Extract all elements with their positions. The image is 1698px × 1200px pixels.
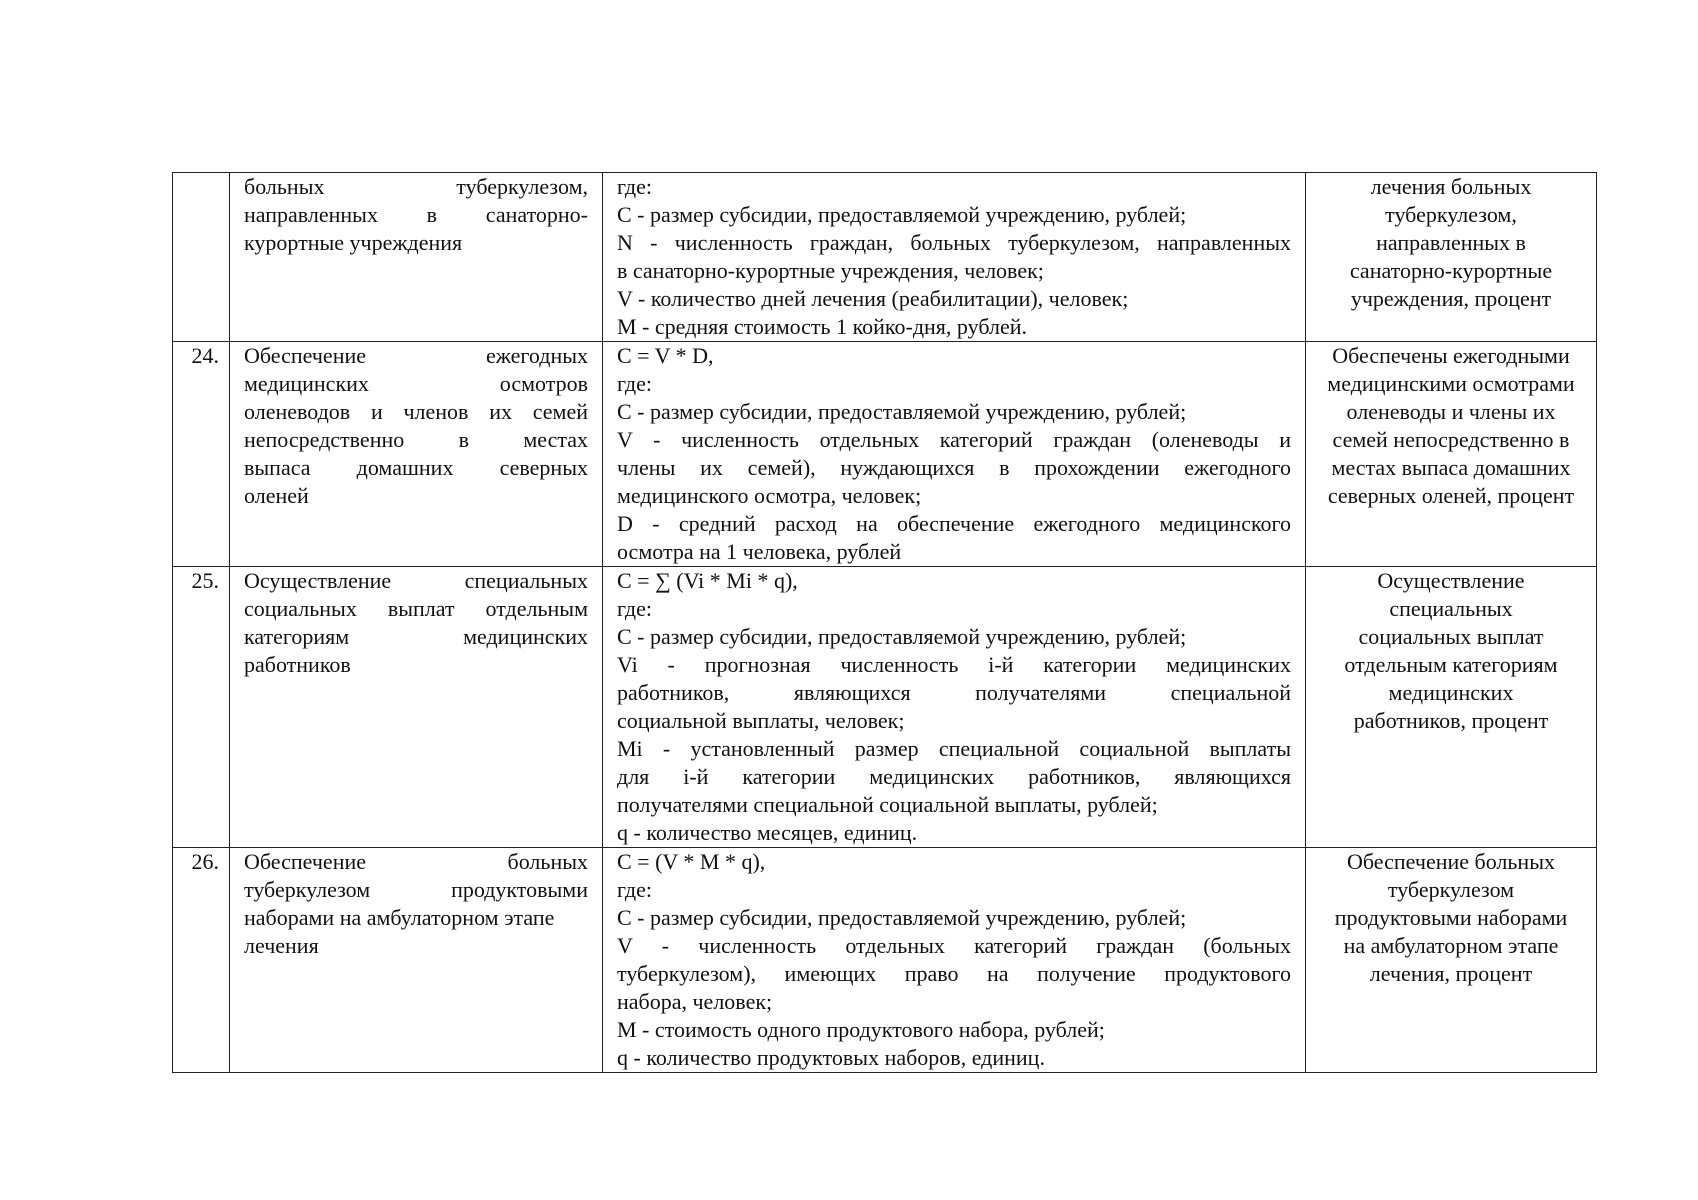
row-name-line: туберкулезом продуктовыми [244, 877, 588, 902]
row-formula-cell [603, 567, 1306, 848]
row-name-line: работников [244, 652, 351, 677]
row-number: 25. [173, 567, 230, 848]
formula-line: N - численность граждан, больных туберкулезом, направленных [617, 230, 1291, 255]
formula-line: получателями специальной социальной выплаты, рублей; [617, 792, 1158, 817]
formula-line: Mi - установленный размер специальной социальной выплаты [617, 736, 1291, 761]
formula-line: члены их семей), нуждающихся в прохождении ежегодного [617, 455, 1291, 480]
row-indicator-cell [1306, 848, 1597, 1073]
formula-line: q - количество продуктовых наборов, единиц. [617, 1045, 1045, 1070]
formula-line: для i-й категории медицинских работников, являющихся [617, 764, 1291, 789]
formula-line: D - средний расход на обеспечение ежегодного медицинского [617, 511, 1291, 536]
indicator-line: лечения больных [1370, 174, 1532, 199]
row-name-line: Обеспечение больных [244, 849, 588, 874]
indicator-line: продуктовыми наборами [1334, 905, 1568, 930]
formula-line: социальной выплаты, человек; [617, 708, 905, 733]
indicator-line: направленных в [1376, 230, 1526, 255]
table-row [173, 848, 1597, 1073]
row-name-cell [230, 567, 603, 848]
formula-line: q - количество месяцев, единиц. [617, 820, 918, 845]
indicator-line: медицинскими осмотрами [1327, 371, 1575, 396]
row-name-line: Осуществление специальных [244, 568, 588, 593]
formula-line: в санаторно-курортные учреждения, человек; [617, 258, 1044, 283]
row-name-line: больных туберкулезом, [244, 174, 588, 199]
formula-line: где: [617, 596, 652, 621]
indicator-line: социальных выплат [1358, 624, 1544, 649]
table-row [173, 567, 1597, 848]
formula-line: где: [617, 877, 652, 902]
formula-line: где: [617, 174, 652, 199]
formula-line: туберкулезом), имеющих право на получение продуктового [617, 961, 1291, 986]
row-number: 26. [173, 848, 230, 1073]
subsidy-calculation-table [172, 172, 1597, 1073]
indicator-line: семей непосредственно в [1332, 427, 1570, 452]
row-name-line: социальных выплат отдельным [244, 596, 588, 621]
formula-line: C - размер субсидии, предоставляемой учреждению, рублей; [617, 202, 1187, 227]
row-name-cell [230, 848, 603, 1073]
indicator-line: специальных [1389, 596, 1513, 621]
indicator-line: северных оленей, процент [1327, 483, 1575, 508]
row-name-line: выпаса домашних северных [244, 455, 588, 480]
formula-line: C = ∑ (Vi * Mi * q), [617, 568, 798, 593]
indicator-line: работников, процент [1353, 708, 1549, 733]
row-name-cell [230, 342, 603, 567]
formula-line: M - стоимость одного продуктового набора, рублей; [617, 1017, 1105, 1042]
row-name-line: Обеспечение ежегодных [244, 343, 588, 368]
formula-line: работников, являющихся получателями специальной [617, 680, 1291, 705]
formula-line: V - численность отдельных категорий граждан (больных [617, 933, 1291, 958]
row-formula-cell [603, 342, 1306, 567]
indicator-line: Осуществление [1377, 568, 1525, 593]
row-indicator-cell [1306, 567, 1597, 848]
row-number [173, 173, 230, 342]
indicator-line: туберкулезом, [1385, 202, 1517, 227]
formula-line: C - размер субсидии, предоставляемой учреждению, рублей; [617, 905, 1187, 930]
table-row [173, 173, 1597, 342]
row-name-line: наборами на амбулаторном этапе [244, 905, 555, 930]
formula-line: где: [617, 371, 652, 396]
formula-line: V - количество дней лечения (реабилитации), человек; [617, 286, 1129, 311]
formula-line: V - численность отдельных категорий граждан (оленеводы и [617, 427, 1291, 452]
indicator-line: санаторно-курортные [1349, 258, 1553, 283]
row-number: 24. [173, 342, 230, 567]
row-indicator-cell [1306, 342, 1597, 567]
formula-line: C = V * D, [617, 343, 714, 368]
formula-line: набора, человек; [617, 989, 773, 1014]
row-name-line: направленных в санаторно- [244, 202, 588, 227]
row-indicator-cell [1306, 173, 1597, 342]
indicator-line: местах выпаса домашних [1331, 455, 1571, 480]
row-name-cell [230, 173, 603, 342]
row-name-line: категориям медицинских [244, 624, 588, 649]
row-name-line: курортные учреждения [244, 230, 463, 255]
row-name-line: лечения [244, 933, 319, 958]
formula-line: осмотра на 1 человека, рублей [617, 539, 902, 564]
indicator-line: лечения, процент [1369, 961, 1533, 986]
row-name-line: медицинских осмотров [244, 371, 588, 396]
row-formula-cell [603, 173, 1306, 342]
indicator-line: Обеспечены ежегодными [1332, 343, 1570, 368]
row-name-line: оленей [244, 483, 309, 508]
table-row [173, 342, 1597, 567]
indicator-line: на амбулаторном этапе [1343, 933, 1559, 958]
indicator-line: отдельным категориям [1344, 652, 1558, 677]
indicator-line: Обеспечение больных [1347, 849, 1555, 874]
formula-line: C = (V * M * q), [617, 849, 766, 874]
formula-line: медицинского осмотра, человек; [617, 483, 922, 508]
row-formula-cell [603, 848, 1306, 1073]
formula-line: M - средняя стоимость 1 койко-дня, рублей. [617, 314, 1027, 339]
formula-line: C - размер субсидии, предоставляемой учреждению, рублей; [617, 399, 1187, 424]
indicator-line: учреждения, процент [1350, 286, 1552, 311]
formula-line: C - размер субсидии, предоставляемой учреждению, рублей; [617, 624, 1187, 649]
formula-line: Vi - прогнозная численность i-й категории медицинских [617, 652, 1291, 677]
indicator-line: медицинских [1388, 680, 1514, 705]
table-body [173, 173, 1597, 1073]
indicator-line: оленеводы и члены их [1346, 399, 1556, 424]
row-name-line: оленеводов и членов их семей [244, 399, 588, 424]
row-name-line: непосредственно в местах [244, 427, 588, 452]
indicator-line: туберкулезом [1387, 877, 1515, 902]
